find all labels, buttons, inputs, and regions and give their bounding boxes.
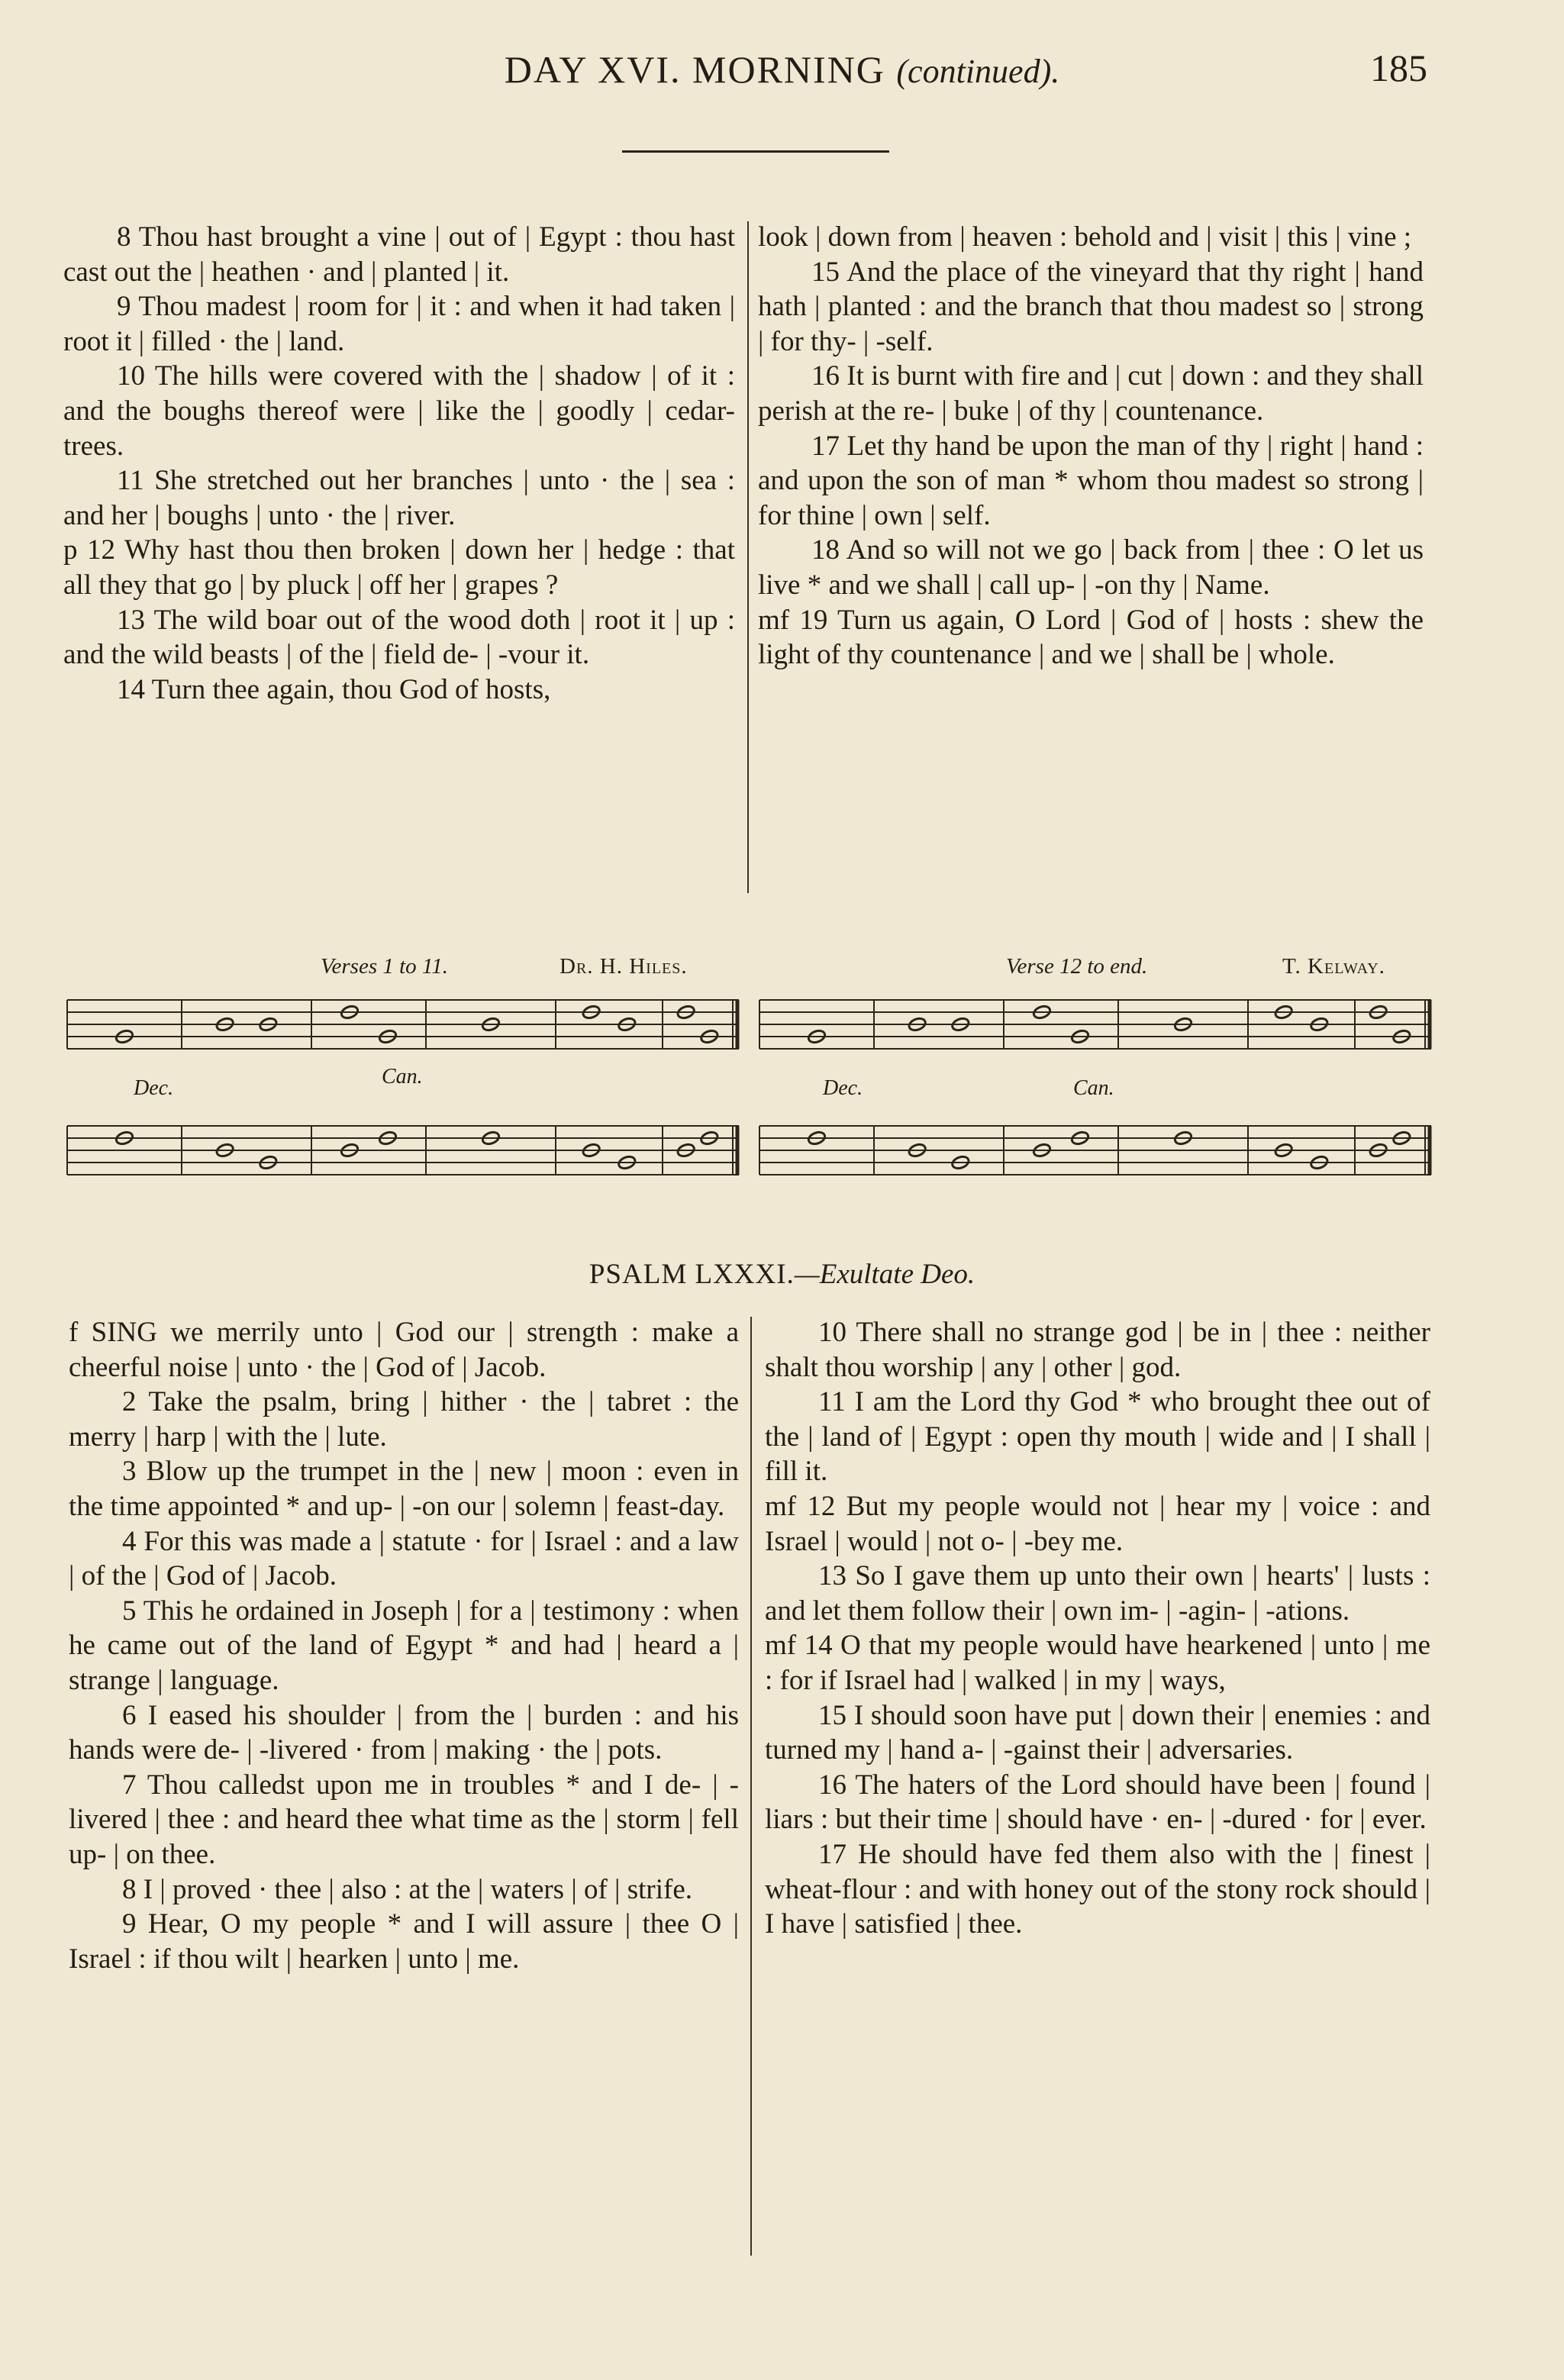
verse: 18 And so will not we go | back from | thee : O let us live * and we shall | call up- | -on thy | Name. (758, 534, 1424, 601)
verse: 2 Take the psalm, bring | hither · the | tabret : the merry | harp | with the | lute. (69, 1386, 739, 1453)
page-number: 185 (1370, 47, 1427, 89)
verse: mf 14 O that my people would have hearkened | unto | me : for if Israel had | walked | in my | ways, (765, 1630, 1430, 1696)
verse: 16 The haters of the Lord should have been | found | liars : but their time | should have · en- | -dured · for | ever. (765, 1769, 1430, 1836)
title-continued: (continued). (896, 53, 1060, 90)
verse: 15 I should soon have put | down their | enemies : and turned my | hand a- | -gainst their | adversaries. (765, 1699, 1430, 1766)
page-title (0, 47, 1564, 92)
verse: 11 She stretched out her branches | unto · the | sea : and her | boughs | unto · the | river. (63, 465, 735, 531)
music-staff-treble (759, 992, 1431, 1061)
verse: 17 He should have fed them also with the | finest | wheat-flour : and with honey out of the stony rock should | I have | satisfied | thee. (765, 1838, 1430, 1940)
verse: mf 12 But my people would not | hear my | voice : and Israel | would | not o- | -bey me. (765, 1490, 1430, 1557)
music-staff-bass (759, 1118, 1431, 1187)
verse: 11 I am the Lord thy God * who brought thee out of the | land of | Egypt : open thy mouth | wide and | I shall | fill it. (765, 1386, 1430, 1488)
psalm81-left-column (69, 1315, 739, 1976)
music-staff-bass (67, 1118, 739, 1187)
header-rule (622, 150, 889, 153)
verse: look | down from | heaven : behold and | visit | this | vine ; (758, 221, 1412, 253)
column-divider (747, 221, 749, 893)
verse: 14 Turn thee again, thou God of hosts, (117, 673, 551, 705)
verse: 8 Thou hast brought a vine | out of | Egypt : thou hast cast out the | heathen · and | planted | it. (63, 221, 735, 288)
psalm-heading (0, 1258, 1564, 1291)
title-main: DAY XVI. MORNING (504, 48, 885, 91)
dynamic-dec: Dec. (134, 1076, 174, 1100)
verse: 9 Thou madest | room for | it : and when it had taken | root it | filled · the | land. (63, 291, 735, 357)
psalm80-right-column (758, 220, 1424, 672)
column-divider (750, 1317, 752, 2256)
verse: mf 19 Turn us again, O Lord | God of | hosts : shew the light of thy countenance | and we | shall be | whole. (758, 604, 1424, 671)
verse: p 12 Why hast thou then broken | down her | hedge : that all they that go | by pluck | off her | grapes ? (63, 534, 735, 601)
verse-range-label: Verse 12 to end. (1006, 954, 1148, 979)
verse-range-label: Verses 1 to 11. (321, 954, 449, 979)
psalm-latin-title: —Exultate Deo. (794, 1259, 975, 1290)
verse: 13 The wild boar out of the wood doth | root it | up : and the wild beasts | of the | field de- | -vour it. (63, 604, 735, 671)
verse: 10 The hills were covered with the | shadow | of it : and the boughs thereof were | like the | goodly | cedar-trees. (63, 360, 735, 462)
music-staff-treble (67, 992, 739, 1061)
verse: 13 So I gave them up unto their own | hearts' | lusts : and let them follow their | own im- | -agin- | -ations. (765, 1560, 1430, 1627)
verse: 7 Thou calledst upon me in troubles * and I de- | -livered | thee : and heard thee what time as the | storm | fell up- | on thee. (69, 1769, 739, 1870)
dynamic-dec: Dec. (823, 1076, 863, 1100)
dynamic-can: Can. (1073, 1076, 1114, 1100)
psalm-number: PSALM LXXXI. (589, 1259, 795, 1290)
verse: 6 I eased his shoulder | from the | burden : and his hands were de- | -livered · from | making · the | pots. (69, 1699, 739, 1766)
verse: 8 I | proved · thee | also : at the | waters | of | strife. (122, 1873, 692, 1905)
verse: 5 This he ordained in Joseph | for a | testimony : when he came out of the land of Egypt * and had | heard a | strange | language. (69, 1595, 739, 1696)
verse: 10 There shall no strange god | be in | thee : neither shalt thou worship | any | other | god. (765, 1317, 1430, 1383)
verse: 4 For this was made a | statute · for | Israel : and a law | of the | God of | Jacob. (69, 1525, 739, 1592)
dynamic-can: Can. (382, 1065, 423, 1088)
composer-label: Dr. H. Hiles. (559, 954, 688, 979)
verse: 17 Let thy hand be upon the man of thy | right | hand : and upon the son of man * whom thou madest so strong | for thine | own | self. (758, 430, 1424, 531)
verse: 3 Blow up the trumpet in the | new | moon : even in the time appointed * and up- | -on our | solemn | feast-day. (69, 1456, 739, 1522)
verse: 15 And the place of the vineyard that thy right | hand hath | planted : and the branch that thou madest so | strong | for thy- | -self. (758, 256, 1424, 357)
verse: 16 It is burnt with fire and | cut | down : and they shall perish at the re- | buke | of thy | countenance. (758, 360, 1424, 427)
composer-label: T. Kelway. (1282, 954, 1385, 979)
verse: 9 Hear, O my people * and I will assure | thee O | Israel : if thou wilt | hearken | unto | me. (69, 1908, 739, 1975)
verse: f SING we merrily unto | God our | strength : make a cheerful noise | unto · the | God of | Jacob. (69, 1317, 739, 1383)
psalm80-left-column (63, 220, 735, 707)
psalm81-right-column (765, 1315, 1430, 1942)
